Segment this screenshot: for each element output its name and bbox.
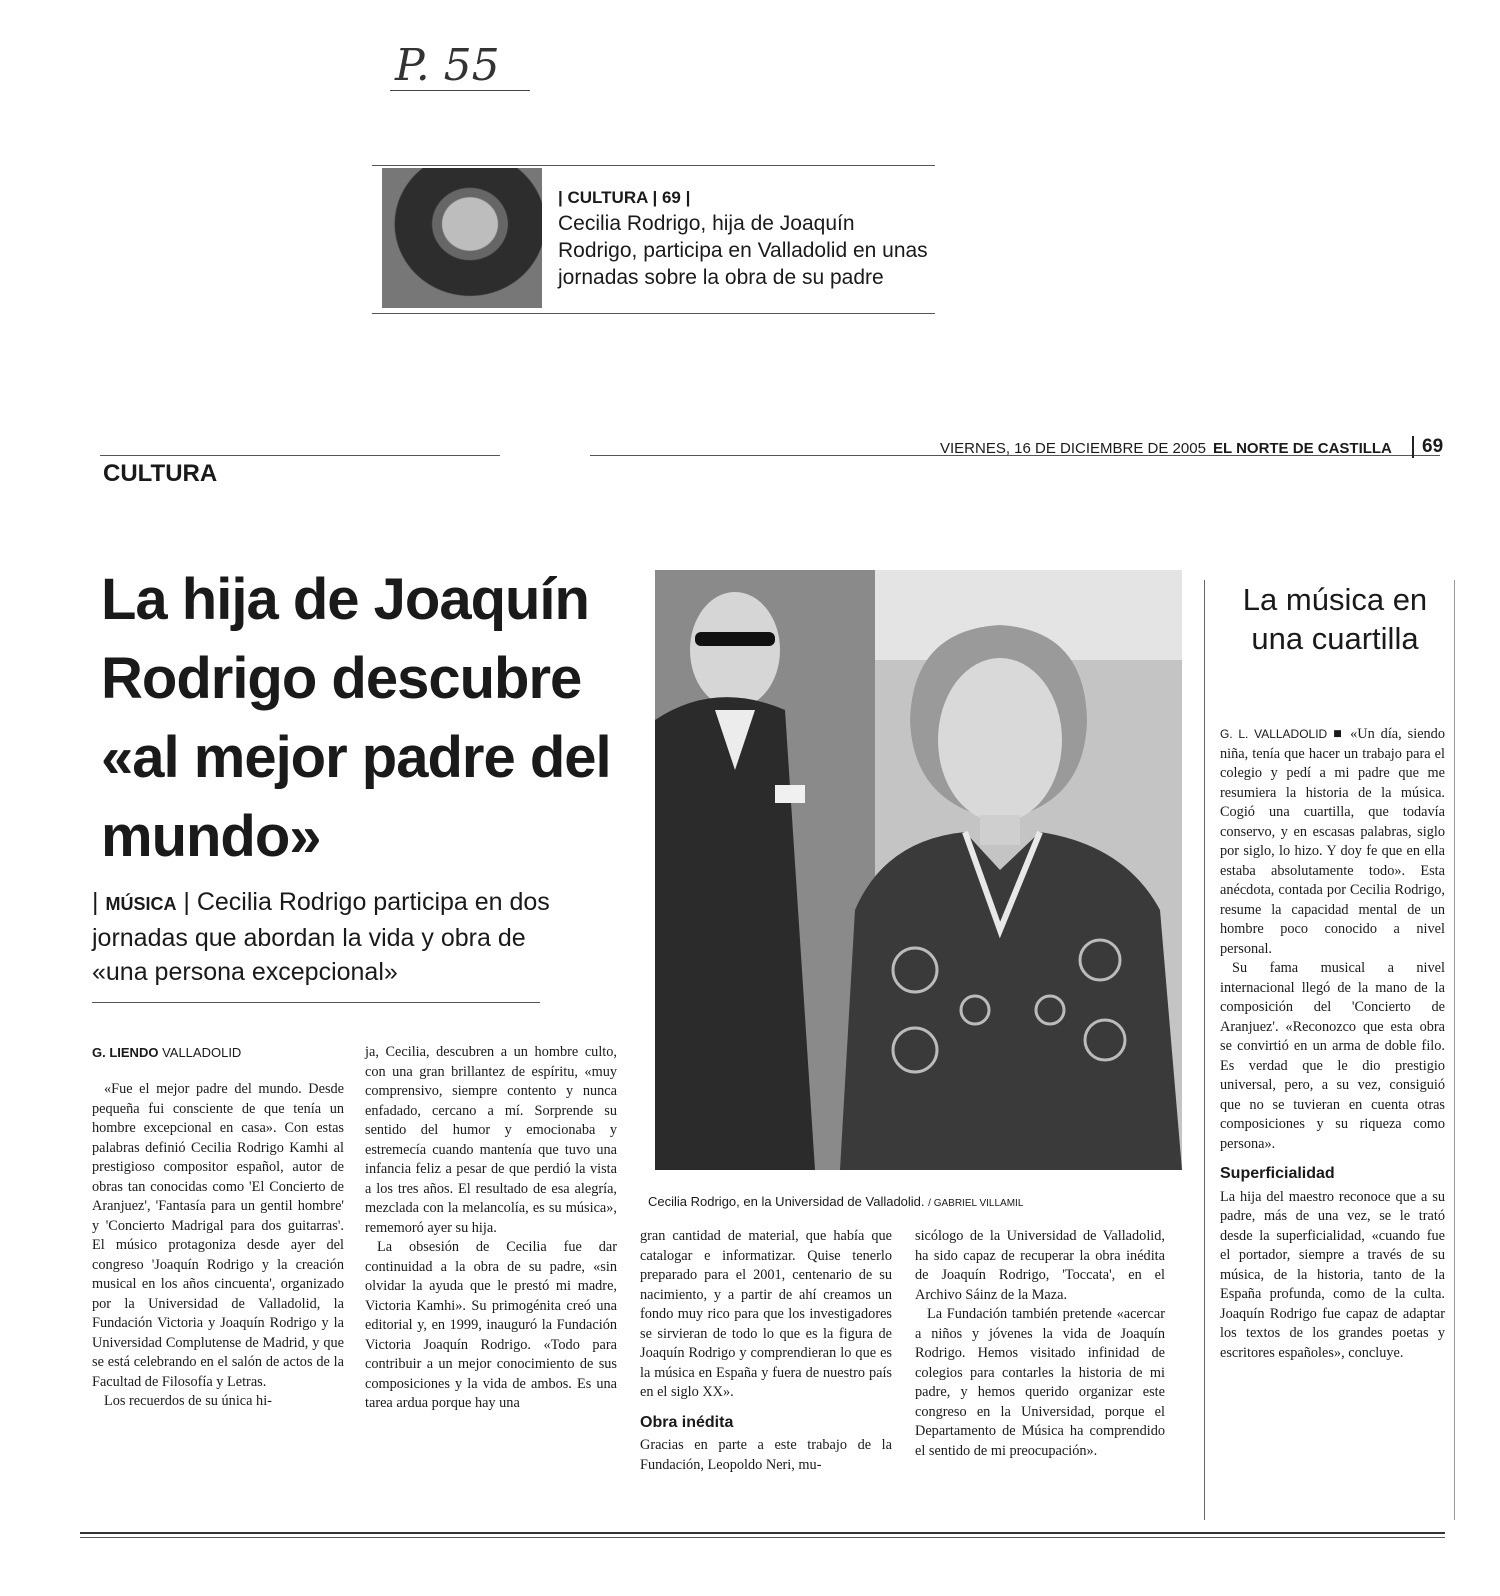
subhead-tag: MÚSICA	[105, 894, 177, 914]
paragraph: La Fundación también pretende «acercar a niños y jóvenes la vida de Joaquín Rodrigo. Hemos visitado infinidad de colegios para contarles la historia de mi padre, y hemos querido organizar este congreso en la Universidad, porque el Departamento de Música ha comprendido el sentido de mi preocupación».	[915, 1306, 1165, 1459]
section-label: CULTURA	[103, 460, 218, 487]
handwritten-page-note: P. 55	[395, 40, 500, 91]
sidebar-byline: G. L. VALLADOLID	[1220, 727, 1328, 741]
handwritten-underline	[390, 90, 530, 91]
page-bottom-rule	[80, 1532, 1445, 1534]
sidebar-divider	[1204, 580, 1205, 1520]
article-headline: La hija de Joaquín Rodrigo descubre «al mejor padre del mundo»	[101, 567, 611, 869]
section-subhead-obra-inedita: Obra inédita	[640, 1413, 734, 1431]
article-byline	[92, 1045, 241, 1060]
article-column-4	[915, 1227, 1165, 1461]
sidebar-title: La música en una cuartilla	[1242, 582, 1428, 656]
photo-illustration	[655, 570, 1182, 1170]
photo-credit: / GABRIEL VILLAMIL	[928, 1198, 1024, 1209]
sidebar-paragraph-2: Su fama musical a nivel internacional llegó de la mano de la composición del 'Concierto de Aranjuez'. «Reconozco que esta obra se convirtió en un arma de doble filo. Es verdad que le dio prestigio universal, pero, a su vez, consiguió que no se tuvieran en cuenta otras composiciones y su riqueza como persona».	[1220, 960, 1445, 1152]
paragraph: sicólogo de la Universidad de Valladolid, ha sido capaz de recuperar la obra inédita de Joaquín Rodrigo, 'Toccata', en el Archivo Sáinz de la Maza.	[915, 1228, 1165, 1303]
sidebar-paragraph-1: «Un día, siendo niña, tenía que hacer un trabajo para el colegio y pedí a mi padre que me resumiera la historia de la música. Cogió una cuartilla, que todavía conservo, y en escasas palabras, siglo por siglo, lo hizo. Y doy fe que en ella estaba absolutamente todo». Esta anécdota, contada por Cecilia Rodrigo, resume la capacidad mental de un hombre poco conocido a nivel personal.	[1220, 726, 1445, 957]
paragraph: «Fue el mejor padre del mundo. Desde pequeña fui consciente de que tenía un hombre excepcional en casa». Con estas palabras definió Cecilia Rodrigo Kamhi al prestigioso compositor español, autor de obras tan conocidas como 'El Concierto de Aranjuez', 'Fantasía para un gentil hombre' y 'Concierto Madrigal para dos guitarras'. El músico protagoniza desde ayer del congreso 'Joaquín Rodrigo y la creación musical en los años cincuenta', organizado por la Universidad de Valladolid, la Fundación Victoria y Joaquín Rodrigo y la Universidad Complutense de Madrid, y que se está celebrando en el salón de actos de la Facultad de Filosofía y Letras.	[92, 1081, 344, 1390]
paragraph: Los recuerdos de su única hi-	[104, 1393, 272, 1409]
byline-author: G. LIENDO	[92, 1045, 159, 1060]
sidebar-paragraph-3: La hija del maestro reconoce que a su padre, más de una vez, se le trató desde la superficialidad, «cuando fue el portador, siempre a través de su música, de la historia, tanto de la España profunda, como de la culta. Joaquín Rodrigo fue capaz de adaptar los textos de los grandes poetas y escritores españoles», concluye.	[1220, 1188, 1445, 1361]
publication-name: EL NORTE DE CASTILLA	[1213, 440, 1392, 457]
paragraph: ja, Cecilia, descubren a un hombre culto, con una gran brillantez de espíritu, «muy comprensivo, siempre contento y nunca enfadado, cercano a mí. Sorprende su sentido del humor y emocionaba y estremecía cuando mantenía que tuvo una infancia feliz a pesar de que perdió la vista a los tres años. El resultado de esa alegría, mezclada con la melancolía, es su música», rememoró ayer su hija.	[365, 1044, 617, 1236]
issue-date: VIERNES, 16 DE DICIEMBRE DE 2005	[940, 440, 1206, 457]
subhead-text: Cecilia Rodrigo participa en dos jornadas que abordan la vida y obra de «una persona excepcional»	[92, 888, 550, 986]
photo-caption	[648, 1194, 1188, 1209]
clipping-kicker-page: 69	[661, 188, 681, 207]
clipping-portrait-photo	[382, 168, 542, 308]
subhead-rule	[92, 1002, 540, 1003]
article-subhead: | MÚSICA | Cecilia Rodrigo participa en dos jornadas que abordan la vida y obra de «una persona excepcional»	[92, 888, 550, 986]
article-column-1	[92, 1080, 344, 1412]
byline-place: VALLADOLID	[162, 1045, 242, 1060]
article-column-3	[640, 1227, 892, 1475]
masthead-rule-left	[100, 455, 500, 456]
clipping-kicker: | CULTURA | 69 |	[558, 188, 691, 207]
clipping-summary-text: Cecilia Rodrigo, hija de Joaquín Rodrigo, participa en Valladolid en unas jornadas sobre la obra de su padre	[558, 212, 928, 289]
sidebar-body	[1220, 725, 1445, 1363]
article-column-2	[365, 1043, 617, 1414]
paragraph: La obsesión de Cecilia fue dar continuidad a la obra de su padre, «sin olvidar la ayuda que le prestó mi madre, Victoria Kamhi». Su primogénita creó una editorial y, en 1999, inauguró la Fundación Victoria Joaquín Rodrigo. «Todo para contribuir a un mejor conocimiento de sus composiciones y la vida de ambos. Es una tarea ardua porque hay una	[365, 1239, 617, 1411]
sidebar-right-border	[1454, 580, 1455, 1520]
caption-text: Cecilia Rodrigo, en la Universidad de Valladolid.	[648, 1194, 925, 1209]
sidebar-subhead: Superficialidad	[1220, 1165, 1335, 1182]
clipping-summary-box	[372, 165, 935, 314]
clipping-kicker-section: CULTURA	[567, 188, 648, 207]
page-number: 69	[1412, 436, 1443, 458]
sidebar-lead-paragraph: G. L. VALLADOLID ■ «Un día, siendo niña, tenía que hacer un trabajo para el colegio y pedí a mi padre que me resumiera la historia de la música. Cogió una cuartilla, que todavía conservo, y en escasas palabras, siglo por siglo, lo hizo. Y doy fe que en ella estaba absolutamente todo». Esta anécdota, contada por Cecilia Rodrigo, resume la capacidad mental de un hombre poco conocido a nivel personal.	[1220, 726, 1445, 957]
paragraph: gran cantidad de material, que había que catalogar e informatizar. Quise tenerlo preparado para el 2001, centenario de su nacimiento, y a partir de ahí creamos un fondo muy rico para que los investigadores se sirvieran de todo lo que es la figura de Joaquín Rodrigo y comprendieran lo que es la música en España y fuera de nuestro país en el siglo XX».	[640, 1228, 892, 1400]
article-photo	[655, 570, 1182, 1170]
paragraph: Gracias en parte a este trabajo de la Fundación, Leopoldo Neri, mu-	[640, 1437, 892, 1473]
page-bottom-rule-thin	[80, 1537, 1445, 1538]
